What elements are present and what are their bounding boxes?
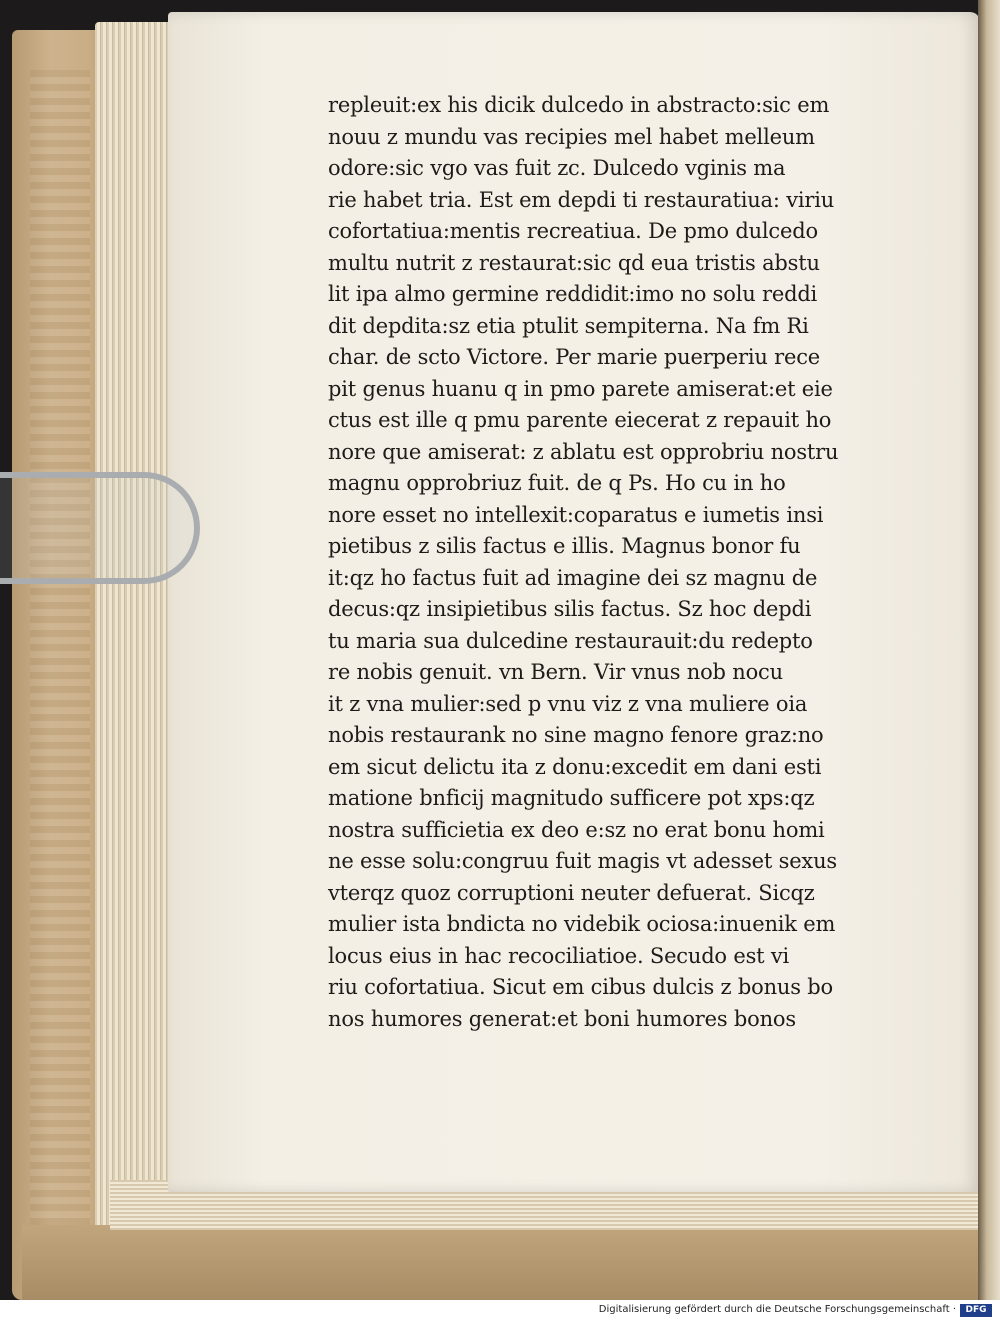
text-line: cofortatiua:mentis recreatiua. De pmo dulcedo xyxy=(328,219,818,243)
text-line: it:qz ho factus fuit ad imagine dei sz magnu de xyxy=(328,565,818,590)
page-text xyxy=(328,90,928,1035)
footer-bar xyxy=(0,1300,1000,1322)
text-line: locus eius in hac recociliatioe. Secudo est vi xyxy=(328,943,790,968)
text-line: matione bnficij magnitudo sufficere pot xps:qz xyxy=(328,786,815,810)
text-line: pietibus z silis factus e illis. Magnus bonor fu xyxy=(328,534,801,558)
text-line: nore esset no intellexit:coparatus e iumetis insi xyxy=(328,502,824,527)
text-line: rie habet tria. Est em depdi ti restauratiua: viriu xyxy=(328,187,835,212)
text-line: nouu z mundu vas recipies mel habet melleum xyxy=(328,124,815,149)
text-line: riu cofortatiua. Sicut em cibus dulcis z bonus bo xyxy=(328,975,833,999)
text-line: pit genus huanu q in pmo parete amiserat:et eie xyxy=(328,376,833,401)
facing-page-edge xyxy=(978,0,1000,1300)
text-line: decus:qz insipietibus silis factus. Sz hoc depdi xyxy=(328,597,812,621)
book-cover-bottom xyxy=(22,1225,997,1300)
text-line: re nobis genuit. vn Bern. Vir vnus nob nocu xyxy=(328,660,783,684)
text-line: lit ipa almo germine reddidit:imo no solu reddi xyxy=(328,282,818,306)
text-line: nobis restaurank no sine magno fenore graz:no xyxy=(328,723,824,747)
text-line: vterqz quoz corruptioni neuter defuerat. Sicqz xyxy=(328,880,815,905)
text-line: nore que amiserat: z ablatu est opprobriu nostru xyxy=(328,439,839,464)
text-line: char. de scto Victore. Per marie puerperiu rece xyxy=(328,345,821,369)
text-line: dit depdita:sz etia ptulit sempiterna. Na fm Ri xyxy=(328,313,809,338)
page-clip xyxy=(0,472,200,584)
text-line: tu maria sua dulcedine restaurauit:du redepto xyxy=(328,628,813,653)
text-line: em sicut delictu ita z donu:excedit em dani esti xyxy=(328,754,822,779)
page-edges xyxy=(95,22,175,1232)
footer-credit: Digitalisierung gefördert durch die Deutsche Forschungsgemeinschaft · xyxy=(598,1304,956,1315)
text-line: multu nutrit z restaurat:sic qd eua tristis abstu xyxy=(328,250,820,275)
text-line: mulier ista bndicta no videbik ociosa:inuenik em xyxy=(328,912,836,936)
text-line: nostra sufficietia ex deo e:sz no erat bonu homi xyxy=(328,817,825,842)
text-line: repleuit:ex his dicik dulcedo in abstracto:sic em xyxy=(328,93,830,117)
text-line: ne esse solu:congruu fuit magis vt adesset sexus xyxy=(328,849,837,873)
text-line: nos humores generat:et boni humores bonos xyxy=(328,1006,796,1031)
text-line: odore:sic vgo vas fuit zc. Dulcedo vginis ma xyxy=(328,156,786,180)
text-line: ctus est ille q pmu parente eiecerat z repauit ho xyxy=(328,408,832,432)
dfg-logo: DFG xyxy=(960,1304,992,1317)
text-line: it z vna mulier:sed p vnu viz z vna muliere oia xyxy=(328,691,808,716)
text-line: magnu opprobriuz fuit. de q Ps. Ho cu in ho xyxy=(328,471,786,495)
